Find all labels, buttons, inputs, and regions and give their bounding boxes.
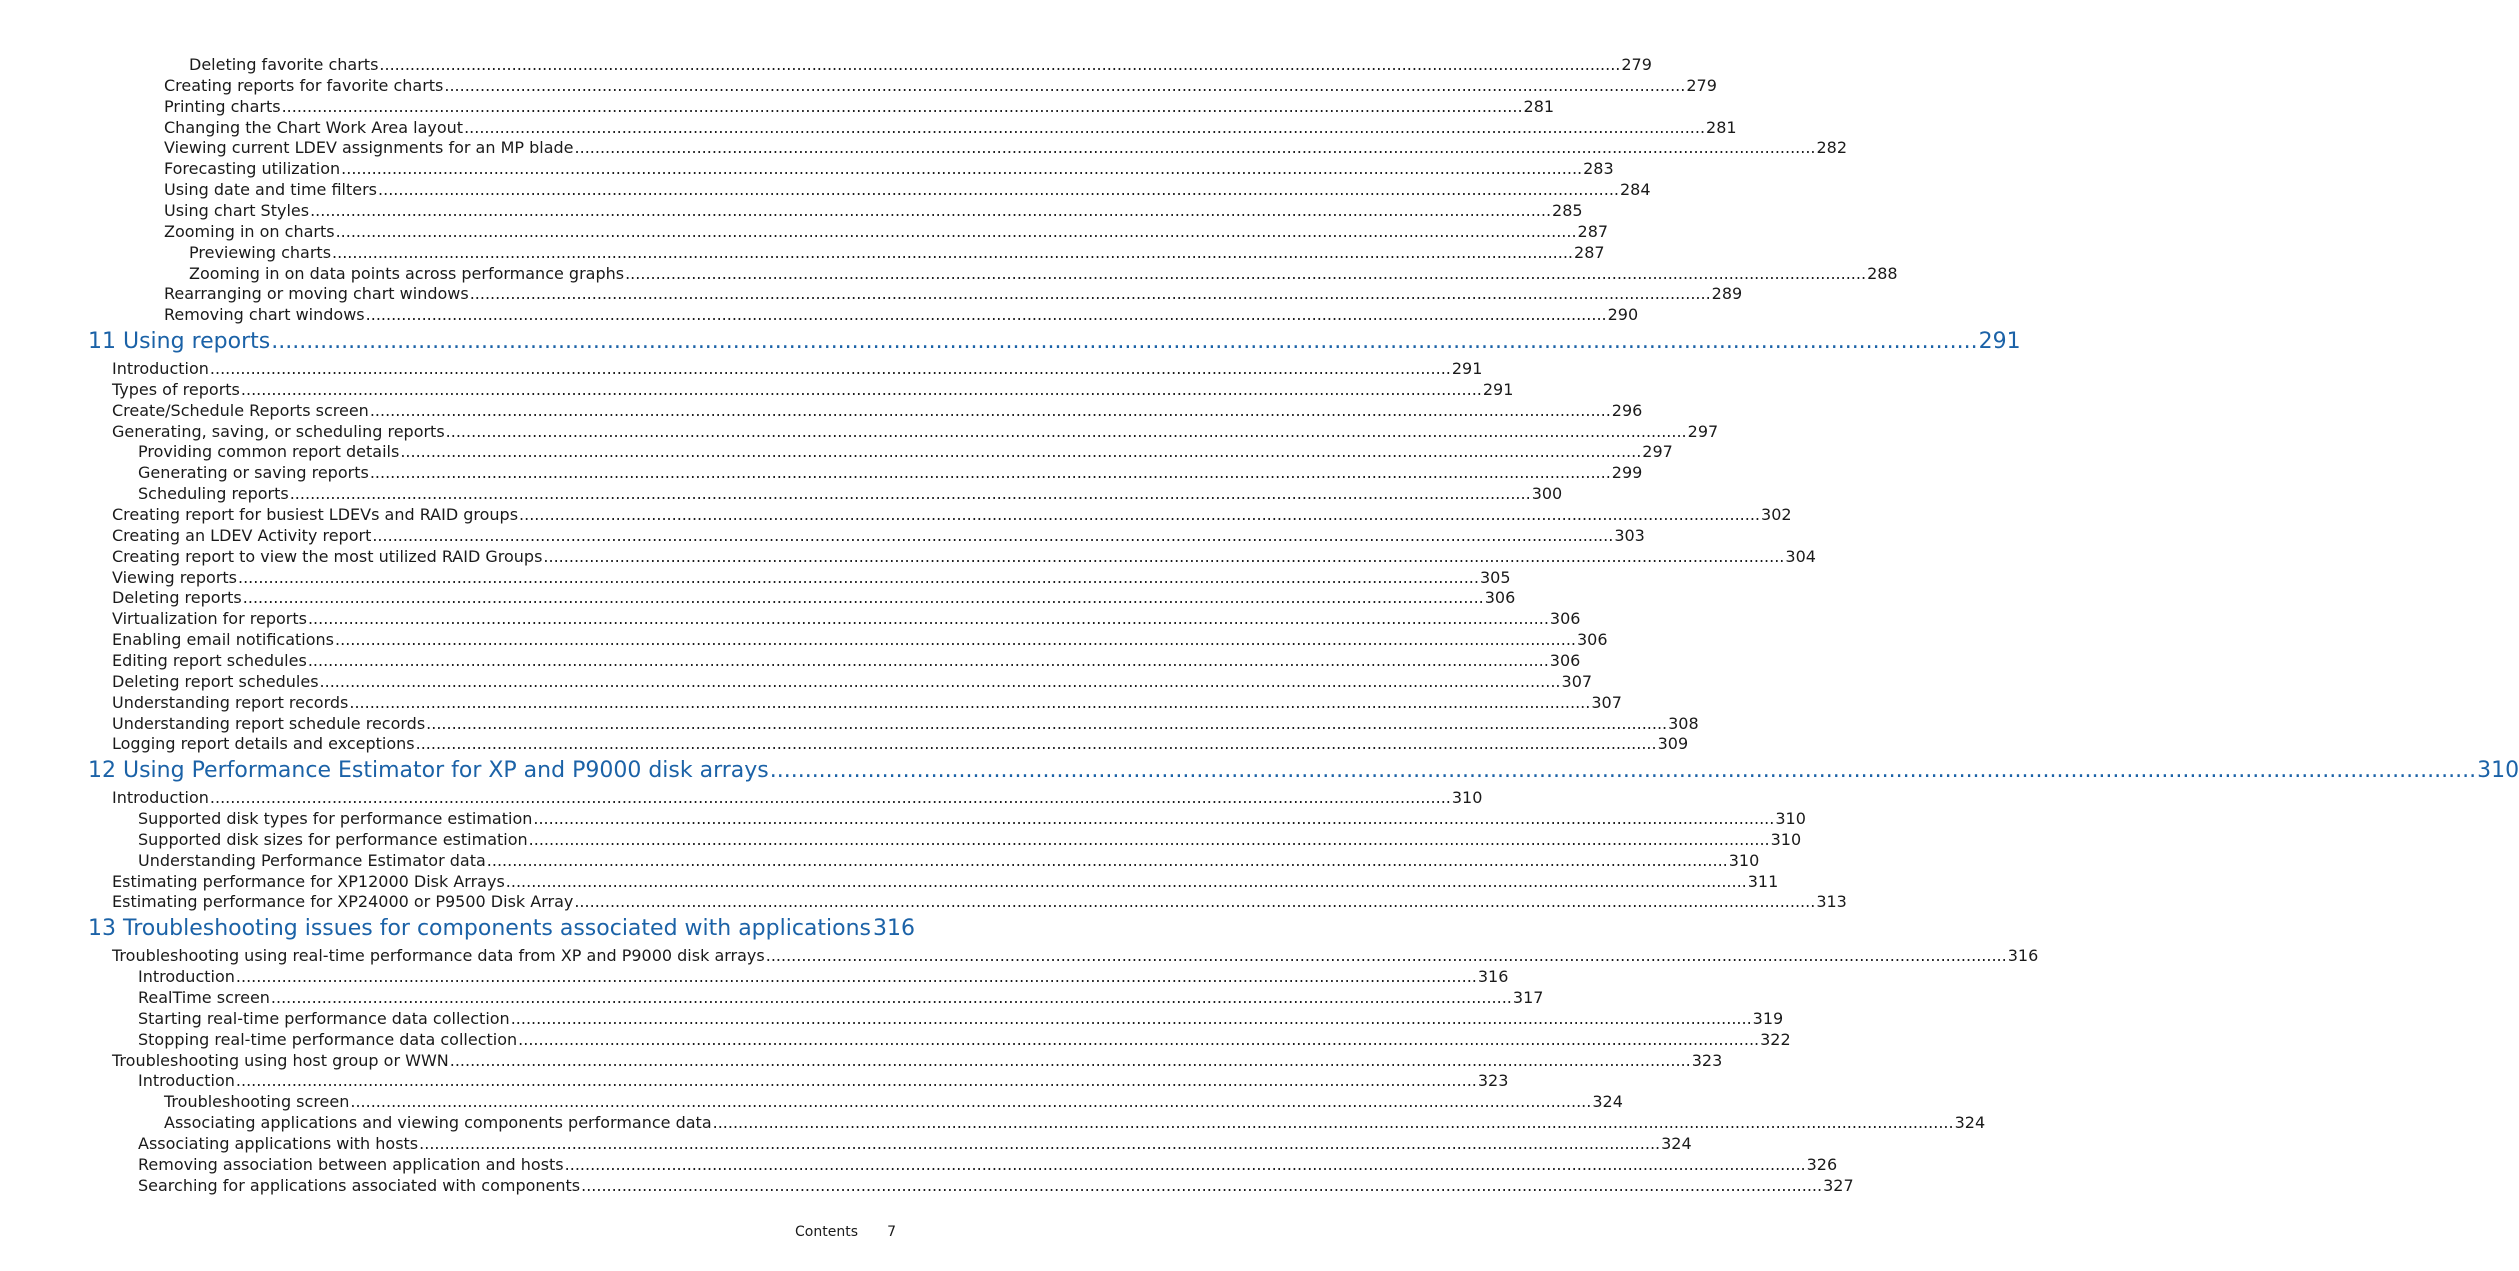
toc-entry[interactable] <box>138 829 1802 852</box>
toc-entry-page: 287 <box>1577 221 1609 241</box>
toc-entry-page: 289 <box>1711 284 1743 304</box>
toc-entry[interactable] <box>138 1154 1838 1177</box>
dot-leader <box>320 672 1561 692</box>
toc-entry[interactable] <box>138 967 1509 989</box>
dot-leader <box>336 222 1577 242</box>
toc-entry-page: 307 <box>1561 671 1593 691</box>
toc-entry[interactable] <box>112 871 1779 894</box>
toc-entry-page: 285 <box>1552 200 1583 220</box>
dot-leader <box>533 809 1774 829</box>
dot-leader <box>713 1113 1954 1133</box>
dot-leader <box>487 851 1728 871</box>
toc-entry-title: Estimating performance for XP12000 Disk Arrays <box>112 871 505 891</box>
page-footer <box>0 1222 954 1242</box>
toc-entry-page: 306 <box>1549 609 1581 629</box>
toc-entry[interactable] <box>112 525 1645 548</box>
dot-leader <box>290 484 1531 504</box>
toc-entry-page: 324 <box>1592 1092 1623 1112</box>
toc-entry[interactable] <box>138 442 1673 464</box>
toc-entry-page: 310 <box>1451 788 1483 808</box>
toc-entry-title: Deleting reports <box>112 588 242 608</box>
toc-chapter-entry[interactable] <box>88 916 916 944</box>
dot-leader <box>243 588 1484 608</box>
dot-leader <box>511 1009 1752 1029</box>
toc-entry-page: 322 <box>1760 1029 1791 1049</box>
toc-entry[interactable] <box>112 546 1816 569</box>
toc-entry-title: Zooming in on charts <box>164 221 335 241</box>
toc-entry-title: Troubleshooting using host group or WWN <box>112 1050 449 1070</box>
toc-entry-page: 279 <box>1686 75 1717 95</box>
toc-entry-title: 12 Using Performance Estimator for XP and P9000 disk arrays <box>88 758 769 784</box>
toc-chapter-entry[interactable] <box>88 329 2021 357</box>
toc-entry[interactable] <box>164 1113 1986 1135</box>
toc-entry-title: Rearranging or moving chart windows <box>164 284 469 304</box>
toc-entry-page: 313 <box>1816 892 1847 912</box>
toc-entry[interactable] <box>138 484 1563 506</box>
dot-leader <box>210 788 1451 808</box>
toc-entry-title: Introduction <box>138 967 235 987</box>
toc-entry-page: 311 <box>1747 871 1779 891</box>
dot-leader <box>308 651 1549 671</box>
toc-entry-title: Deleting favorite charts <box>189 55 379 74</box>
toc-entry-title: Create/Schedule Reports screen <box>112 400 369 420</box>
dot-leader <box>332 243 1573 263</box>
dot-leader <box>416 734 1657 754</box>
toc-entry[interactable] <box>112 630 1608 652</box>
toc-entry[interactable] <box>112 734 1689 756</box>
toc-entry-title: Using chart Styles <box>164 200 310 220</box>
toc-entry[interactable] <box>112 946 2039 968</box>
dot-leader <box>464 118 1705 138</box>
toc-entry-title: Changing the Chart Work Area layout <box>164 117 464 137</box>
toc-entry-page: 288 <box>1867 263 1898 283</box>
toc-entry-title: Searching for applications associated with components <box>138 1175 581 1195</box>
toc-entry-title: Associating applications with hosts <box>138 1133 419 1153</box>
toc-entry[interactable] <box>138 850 1760 873</box>
toc-entry-title: Types of reports <box>112 379 240 399</box>
toc-entry-title: Viewing current LDEV assignments for an MP blade <box>164 138 574 158</box>
dot-leader <box>282 97 1523 117</box>
toc-entry-page: 304 <box>1785 546 1816 566</box>
toc-entry-title: Removing chart windows <box>164 305 365 325</box>
toc-entry-page: 316 <box>1477 967 1509 987</box>
dot-leader <box>236 1071 1477 1091</box>
toc-entry-title: Removing association between application and hosts <box>138 1154 564 1174</box>
dot-leader <box>446 422 1687 442</box>
dot-leader <box>341 159 1582 179</box>
toc-entry[interactable] <box>164 180 1651 202</box>
dot-leader <box>350 1092 1591 1112</box>
toc-entry-title: Providing common report details <box>138 442 400 462</box>
toc-entry-title: Introduction <box>138 1071 235 1091</box>
toc-entry[interactable] <box>138 1175 1854 1198</box>
toc-entry-title: Scheduling reports <box>138 484 289 504</box>
toc-entry-title: Introduction <box>112 788 209 808</box>
toc-entry[interactable] <box>112 379 1514 402</box>
toc-entry-title: Editing report schedules <box>112 650 307 670</box>
dot-leader <box>335 630 1576 650</box>
toc-entry-page: 327 <box>1823 1175 1854 1195</box>
toc-entry-page: 306 <box>1484 588 1516 608</box>
toc-entry-page: 299 <box>1611 463 1643 483</box>
toc-entry[interactable] <box>112 609 1581 631</box>
toc-entry-page: 283 <box>1583 159 1614 179</box>
toc-entry-title: Associating applications and viewing components performance data <box>164 1113 712 1133</box>
dot-leader <box>308 609 1549 629</box>
dot-leader <box>370 401 1611 421</box>
dot-leader <box>366 305 1607 325</box>
dot-leader <box>575 138 1816 158</box>
toc-entry[interactable] <box>138 1008 1784 1031</box>
toc-entry-title: Creating report to view the most utilized RAID Groups <box>112 546 543 566</box>
dot-leader <box>519 505 1760 525</box>
toc-entry-title: Previewing charts <box>189 242 332 262</box>
toc-entry-title: Stopping real-time performance data collection <box>138 1029 518 1049</box>
toc-entry-page: 319 <box>1752 1008 1784 1028</box>
dot-leader <box>426 714 1667 734</box>
toc-entry[interactable] <box>112 713 1699 736</box>
toc-entry[interactable] <box>138 988 1544 1010</box>
toc-entry-title: Creating reports for favorite charts <box>164 75 444 95</box>
toc-entry[interactable] <box>138 463 1643 485</box>
toc-entry-page: 297 <box>1642 442 1673 462</box>
toc-entry[interactable] <box>112 588 1516 610</box>
toc-entry-page: 323 <box>1691 1050 1723 1070</box>
toc-entry[interactable] <box>112 400 1643 423</box>
toc-entry-page: 281 <box>1523 96 1555 116</box>
toc-entry-title: Starting real-time performance data collection <box>138 1008 510 1028</box>
toc-entry-page: 302 <box>1761 505 1792 524</box>
toc-entry-title: Estimating performance for XP24000 or P9500 Disk Array <box>112 892 574 912</box>
toc-entry-title: Viewing reports <box>112 567 237 587</box>
footer-label: Contents <box>795 1224 858 1240</box>
toc-entry-page: 306 <box>1549 650 1581 670</box>
dot-leader <box>470 284 1711 304</box>
toc-entry-title: Understanding report schedule records <box>112 713 426 733</box>
toc-entry[interactable] <box>112 650 1581 673</box>
toc-entry-page: 309 <box>1657 734 1689 754</box>
toc-entry[interactable] <box>138 1133 1692 1156</box>
toc-entry[interactable] <box>164 138 1848 160</box>
toc-entry[interactable] <box>112 359 1483 381</box>
toc-entry-title: 13 Troubleshooting issues for components associated with applications <box>88 916 872 942</box>
toc-entry-page: 310 <box>2477 758 2519 784</box>
dot-leader <box>506 872 1747 892</box>
dot-leader <box>378 180 1619 200</box>
footer-page-number: 7 <box>887 1224 896 1240</box>
toc-entry[interactable] <box>112 892 1847 914</box>
toc-entry-page: 279 <box>1621 55 1652 74</box>
dot-leader <box>210 359 1451 379</box>
toc-entry-title: Printing charts <box>164 96 281 116</box>
toc-entry[interactable] <box>164 117 1737 140</box>
dot-leader <box>574 892 1815 912</box>
toc-entry-title: Understanding report records <box>112 692 349 712</box>
toc-entry-page: 317 <box>1512 988 1544 1007</box>
toc-entry-title: Forecasting utilization <box>164 159 341 179</box>
dot-leader <box>271 329 1977 355</box>
toc-entry[interactable] <box>138 1029 1791 1052</box>
dot-leader <box>400 442 1641 462</box>
dot-leader <box>450 1051 1691 1071</box>
toc-entry-title: Zooming in on data points across performance graphs <box>189 263 625 283</box>
dot-leader <box>766 946 2007 966</box>
toc-entry[interactable] <box>138 809 1806 831</box>
toc-entry-page: 323 <box>1477 1071 1509 1091</box>
toc-entry-page: 303 <box>1614 525 1645 545</box>
dot-leader <box>238 568 1479 588</box>
toc-entry[interactable] <box>164 1092 1623 1114</box>
toc-entry-page: 310 <box>1728 850 1760 870</box>
toc-entry-page: 310 <box>1770 829 1802 849</box>
toc-entry[interactable] <box>164 96 1555 119</box>
toc-entry-title: RealTime screen <box>138 988 270 1007</box>
toc-entry-title: Enabling email notifications <box>112 630 335 650</box>
dot-leader <box>241 380 1482 400</box>
toc-entry[interactable] <box>189 263 1898 286</box>
dot-leader <box>349 693 1590 713</box>
dot-leader <box>310 201 1551 221</box>
toc-entry-page: 291 <box>1451 359 1483 379</box>
toc-entry-title: Virtualization for reports <box>112 609 307 629</box>
toc-entry-title: Deleting report schedules <box>112 671 319 691</box>
dot-leader <box>565 1155 1806 1175</box>
toc-entry[interactable] <box>164 221 1609 244</box>
dot-leader <box>236 967 1477 987</box>
toc-entry-title: Supported disk sizes for performance estimation <box>138 829 528 849</box>
toc-entry[interactable] <box>189 55 1652 77</box>
toc-entry-page: 281 <box>1706 117 1737 137</box>
dot-leader <box>444 76 1685 96</box>
toc-entry-title: Generating, saving, or scheduling reports <box>112 421 445 441</box>
toc-entry-title: Troubleshooting screen <box>164 1092 350 1112</box>
toc-entry-page: 316 <box>873 916 916 942</box>
toc-entry[interactable] <box>164 284 1743 306</box>
dot-leader <box>372 526 1613 546</box>
toc-entry-title: 11 Using reports <box>88 329 271 355</box>
toc-entry[interactable] <box>112 1050 1723 1073</box>
toc-entry[interactable] <box>189 242 1605 265</box>
dot-leader <box>379 55 1620 75</box>
toc-entry-page: 300 <box>1531 484 1563 504</box>
toc-entry-page: 291 <box>1482 379 1514 399</box>
toc-entry[interactable] <box>138 1071 1509 1093</box>
toc-entry[interactable] <box>112 671 1593 694</box>
toc-entry-page: 324 <box>1954 1113 1986 1133</box>
toc-entry-title: Troubleshooting using real-time performance data from XP and P9000 disk arrays <box>112 946 765 966</box>
toc-entry-page: 305 <box>1479 567 1511 587</box>
toc-entry-title: Understanding Performance Estimator data <box>138 850 486 870</box>
toc-entry-page: 287 <box>1574 242 1605 262</box>
toc-entry-page: 284 <box>1619 180 1651 200</box>
toc-entry-page: 324 <box>1661 1133 1692 1153</box>
toc-entry[interactable] <box>112 567 1511 590</box>
toc-entry[interactable] <box>112 692 1622 715</box>
toc-entry[interactable] <box>112 421 1719 444</box>
toc-entry[interactable] <box>112 505 1792 527</box>
toc-entry-page: 282 <box>1816 138 1848 158</box>
dot-leader <box>271 988 1512 1008</box>
dot-leader <box>770 758 2476 784</box>
dot-leader <box>543 547 1784 567</box>
toc-entry-title: Generating or saving reports <box>138 463 369 483</box>
toc-entry-page: 297 <box>1687 421 1719 441</box>
toc-entry-title: Creating an LDEV Activity report <box>112 525 372 545</box>
toc-entry-title: Logging report details and exceptions <box>112 734 415 754</box>
toc-entry[interactable] <box>164 159 1614 181</box>
toc-entry[interactable] <box>164 305 1639 327</box>
toc-entry-page: 291 <box>1978 329 2021 355</box>
toc-entry-page: 307 <box>1591 692 1622 712</box>
toc-entry-title: Creating report for busiest LDEVs and RAID groups <box>112 505 519 524</box>
toc-entry-title: Supported disk types for performance estimation <box>138 809 533 829</box>
toc-chapter-entry[interactable] <box>88 758 2519 786</box>
toc-entry-page: 316 <box>2007 946 2039 966</box>
toc-entry-title: Using date and time filters <box>164 180 378 200</box>
toc-entry-page: 306 <box>1576 630 1608 650</box>
toc-entry-page: 308 <box>1668 713 1699 733</box>
dot-leader <box>518 1030 1759 1050</box>
dot-leader <box>581 1176 1822 1196</box>
dot-leader <box>625 264 1866 284</box>
toc-entry-title: Introduction <box>112 359 209 379</box>
toc-entry-page: 326 <box>1806 1154 1838 1174</box>
dot-leader <box>419 1134 1660 1154</box>
toc-entry-page: 296 <box>1611 400 1643 420</box>
toc-entry[interactable] <box>112 788 1483 810</box>
toc-entry-page: 310 <box>1775 809 1806 829</box>
toc-entry[interactable] <box>164 200 1583 223</box>
dot-leader <box>370 463 1611 483</box>
toc-entry-page: 290 <box>1607 305 1639 325</box>
dot-leader <box>529 830 1770 850</box>
toc-entry[interactable] <box>164 75 1717 98</box>
